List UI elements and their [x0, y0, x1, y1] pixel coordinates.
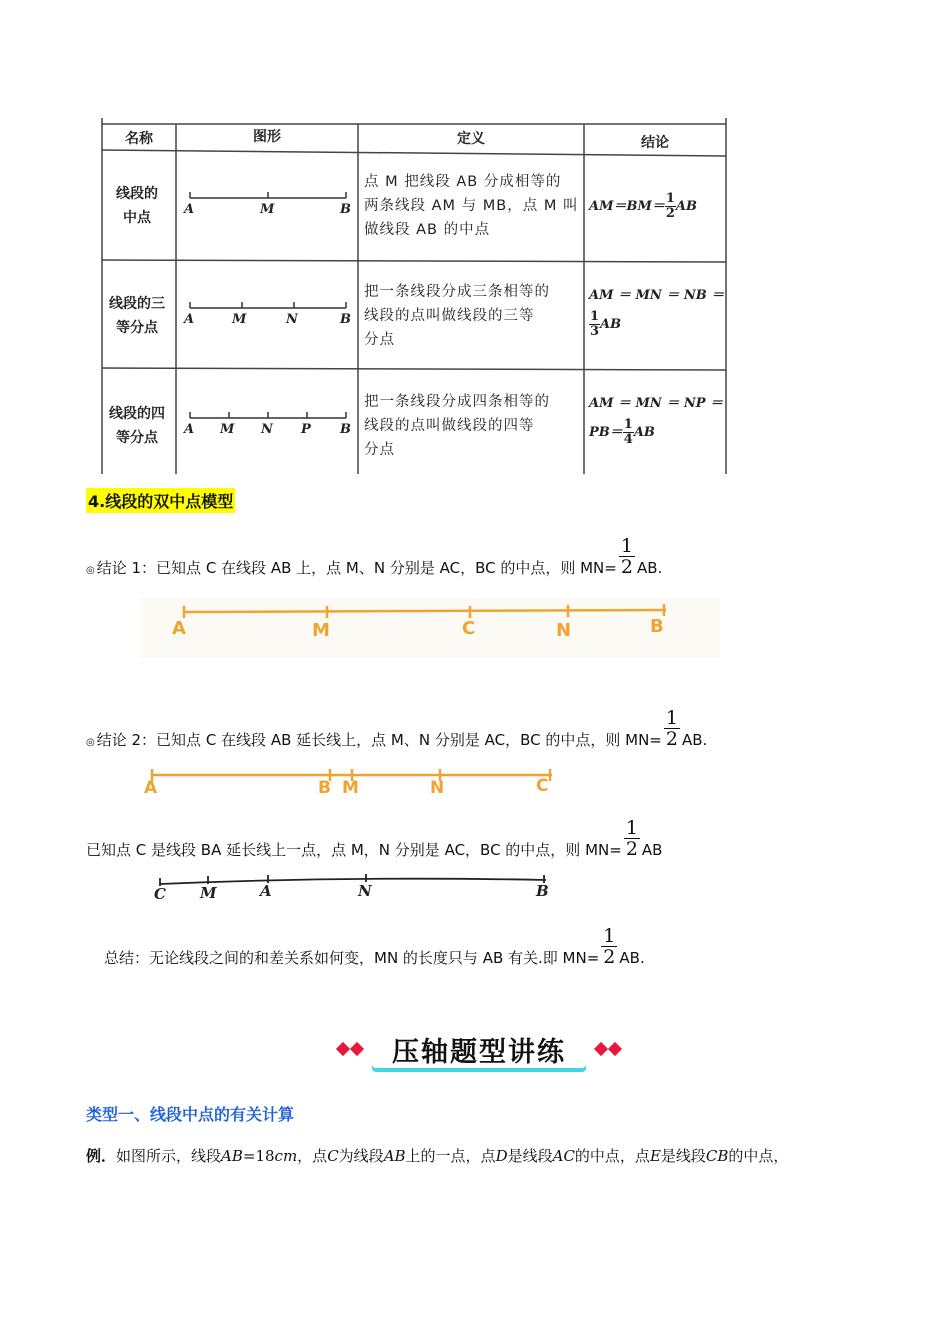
point-label: M [260, 202, 275, 217]
section-banner [334, 1028, 624, 1072]
point-label: A [260, 882, 272, 900]
point-label: N [430, 778, 445, 798]
point-label: A [184, 312, 195, 327]
point-label: B [340, 202, 351, 217]
figure-1 [140, 598, 720, 658]
type-heading: 类型一、线段中点的有关计算 [86, 1105, 295, 1124]
point-label: M [312, 620, 330, 641]
definition-trisection: 把一条线段分成三条相等的 线段的点叫做线段的三等 分点 [364, 284, 550, 348]
point-label: N [358, 882, 372, 900]
point-label: A [184, 422, 195, 437]
diamond-icon [594, 1042, 608, 1056]
example-text: 例．如图所示，线段AB=18cm，点C为线段AB上的一点，点D是线段AC的中点，点E是线段CB的中点， [86, 1147, 789, 1165]
section-heading: 4.线段的双中点模型 [86, 488, 235, 513]
circle-marker-icon: ◎ [86, 737, 95, 748]
fraction: $\frac{1}{4}$ [623, 417, 633, 447]
point-label: M [342, 778, 359, 798]
point-label: B [318, 778, 331, 798]
conclusion-2: ◎ 结论 2：已知点 C 在线段 AB 延长线上，点 M、N 分别是 AC，BC 的中点，则 MN= $\frac{1}{2}$ AB. [86, 707, 708, 750]
header-conclusion: 结论 [641, 135, 669, 151]
point-label: B [536, 882, 549, 900]
point-label: B [340, 422, 351, 437]
circle-marker-icon: ◎ [86, 565, 95, 576]
row-name-trisection: 线段的三 等分点 [109, 296, 165, 336]
conclusion-trisection: AM ＝ MN ＝ NB ＝ $\frac{1}{3}$ AB [589, 288, 725, 339]
header-figure: 图形 [253, 129, 281, 145]
fraction: $\frac{1}{2}$ [603, 925, 616, 968]
header-definition: 定义 [457, 131, 485, 147]
header-name: 名称 [125, 131, 153, 147]
point-label: A [184, 202, 195, 217]
point-label: C [536, 776, 549, 796]
definition-midpoint: 点 M 把线段 AB 分成相等的 两条线段 AM 与 MB，点 M 叫 做线段 AB 的中点 [364, 174, 579, 238]
point-label: M [232, 312, 247, 327]
point-label: P [301, 422, 311, 437]
point-label: A [172, 618, 186, 639]
point-label: B [650, 616, 664, 637]
figure-1-segment [140, 598, 720, 658]
diamond-icon [336, 1042, 350, 1056]
row-name-quadrisection: 线段的四 等分点 [109, 406, 165, 446]
point-label: M [200, 884, 217, 902]
definition-table [96, 118, 728, 474]
point-label: A [144, 778, 158, 798]
point-label: N [286, 312, 298, 327]
summary: 总结：无论线段之间的和差关系如何变，MN 的长度只与 AB 有关.即 MN= $\frac{1}{2}$ AB. [104, 925, 645, 968]
figure-2 [140, 766, 570, 802]
fraction: $\frac{1}{2}$ [620, 535, 633, 578]
conclusion-midpoint: AM＝BM＝ $\frac{1}{2}$ AB [589, 191, 697, 221]
point-label: N [261, 422, 273, 437]
fraction: $\frac{1}{2}$ [665, 707, 678, 750]
point-label: C [154, 885, 166, 903]
point-label: C [462, 618, 476, 639]
row-name-midpoint: 线段的 中点 [116, 186, 158, 226]
banner-title: 压轴题型讲练 [392, 1037, 566, 1068]
fraction: $\frac{1}{2}$ [625, 817, 638, 860]
conclusion-3: 已知点 C 是线段 BA 延长线上一点，点 M，N 分别是 AC，BC 的中点，则 MN= $\frac{1}{2}$ AB [86, 817, 663, 860]
conclusion-quadrisection: AM ＝ MN ＝ NP ＝ PB＝ $\frac{1}{4}$ AB [589, 396, 724, 447]
conclusion-1: ◎ 结论 1：已知点 C 在线段 AB 上，点 M、N 分别是 AC，BC 的中点，则 MN= $\frac{1}{2}$ AB. [86, 535, 663, 578]
diamond-icon [350, 1042, 364, 1056]
diamond-icon [608, 1042, 622, 1056]
definition-quadrisection: 把一条线段分成四条相等的 线段的点叫做线段的四等 分点 [364, 394, 550, 458]
fraction: $\frac{1}{3}$ [590, 309, 600, 339]
point-label: B [340, 312, 351, 327]
figure-3 [150, 870, 560, 906]
fraction: $\frac{1}{2}$ [665, 191, 675, 221]
segment-figures [190, 192, 346, 418]
point-label: N [556, 620, 572, 641]
point-label: M [220, 422, 235, 437]
